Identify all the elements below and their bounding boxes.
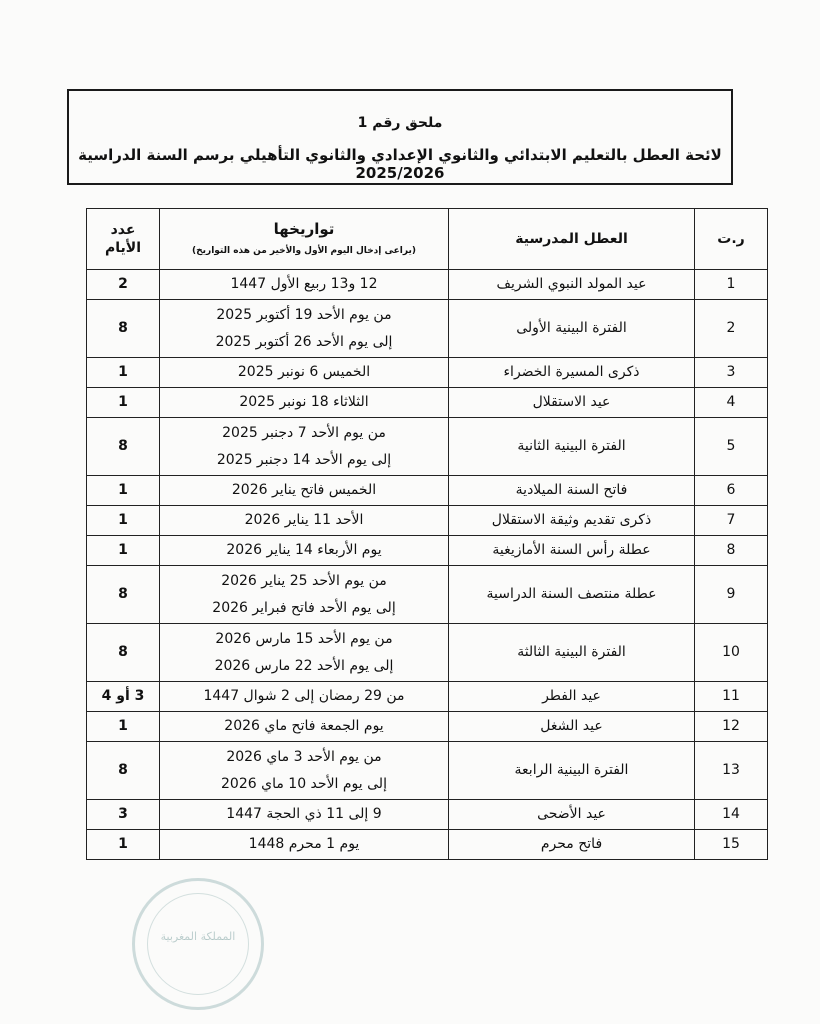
days-count: 8	[87, 300, 160, 358]
column-header-dates	[160, 209, 449, 270]
row-number: 3	[695, 358, 768, 388]
row-number: 7	[695, 506, 768, 536]
holidays-table	[86, 208, 768, 860]
row-number: 5	[695, 418, 768, 476]
holiday-name: فاتح السنة الميلادية	[449, 476, 695, 506]
holiday-dates	[160, 566, 449, 624]
date-line: يوم 1 محرم 1448	[248, 836, 360, 853]
table-body	[87, 270, 768, 860]
date-line: يوم الجمعة فاتح ماي 2026	[224, 718, 384, 735]
days-count: 1	[87, 388, 160, 418]
holiday-dates	[160, 476, 449, 506]
date-line: من يوم الأحد 25 يناير 2026	[221, 572, 387, 589]
holiday-name: الفترة البينية الثالثة	[449, 624, 695, 682]
stamp-text: المملكة المغربية	[160, 930, 236, 943]
days-count: 1	[87, 830, 160, 860]
holiday-dates	[160, 830, 449, 860]
table-header-row	[87, 209, 768, 270]
days-count: 8	[87, 566, 160, 624]
days-count: 8	[87, 624, 160, 682]
holiday-name: فاتح محرم	[449, 830, 695, 860]
days-count: 1	[87, 712, 160, 742]
row-number: 4	[695, 388, 768, 418]
row-number: 1	[695, 270, 768, 300]
document-title-box	[67, 89, 733, 185]
date-line: من يوم الأحد 7 دجنبر 2025	[222, 424, 386, 441]
holiday-name: عيد الشغل	[449, 712, 695, 742]
table-row	[87, 270, 768, 300]
holiday-dates	[160, 300, 449, 358]
date-line: إلى يوم الأحد 26 أكتوبر 2025	[215, 333, 393, 350]
official-stamp	[132, 878, 264, 1010]
row-number: 15	[695, 830, 768, 860]
date-line: الثلاثاء 18 نونبر 2025	[239, 394, 369, 411]
column-header-holiday: العطل المدرسية	[449, 209, 695, 270]
holiday-name: عطلة رأس السنة الأمازيغية	[449, 536, 695, 566]
holiday-name: الفترة البينية الثانية	[449, 418, 695, 476]
holiday-name: الفترة البينية الأولى	[449, 300, 695, 358]
date-line: إلى يوم الأحد فاتح فبراير 2026	[212, 599, 396, 616]
row-number: 9	[695, 566, 768, 624]
days-count: 8	[87, 742, 160, 800]
holiday-name: ذكرى المسيرة الخضراء	[449, 358, 695, 388]
holiday-dates	[160, 506, 449, 536]
row-number: 2	[695, 300, 768, 358]
date-line: إلى يوم الأحد 10 ماي 2026	[221, 775, 387, 792]
date-line: 12 و13 ربيع الأول 1447	[230, 276, 378, 293]
row-number: 8	[695, 536, 768, 566]
days-count: 1	[87, 536, 160, 566]
table-row	[87, 712, 768, 742]
holiday-dates	[160, 536, 449, 566]
date-line: إلى يوم الأحد 22 مارس 2026	[214, 657, 394, 674]
holiday-name: عيد المولد النبوي الشريف	[449, 270, 695, 300]
holiday-name: عيد الفطر	[449, 682, 695, 712]
row-number: 14	[695, 800, 768, 830]
date-line: إلى يوم الأحد 14 دجنبر 2025	[216, 451, 392, 468]
date-line: من 29 رمضان إلى 2 شوال 1447	[203, 688, 405, 705]
holiday-dates	[160, 358, 449, 388]
holiday-name: عيد الأضحى	[449, 800, 695, 830]
table-row	[87, 566, 768, 624]
date-line: من يوم الأحد 3 ماي 2026	[226, 748, 382, 765]
days-count: 1	[87, 506, 160, 536]
days-count: 1	[87, 476, 160, 506]
days-count: 2	[87, 270, 160, 300]
holiday-dates	[160, 742, 449, 800]
table-row	[87, 358, 768, 388]
annex-label: ملحق رقم 1	[357, 115, 443, 131]
date-line: من يوم الأحد 19 أكتوبر 2025	[216, 306, 392, 323]
holiday-dates	[160, 800, 449, 830]
row-number: 11	[695, 682, 768, 712]
holiday-dates	[160, 624, 449, 682]
table-row	[87, 418, 768, 476]
row-number: 6	[695, 476, 768, 506]
document-title: لائحة العطل بالتعليم الابتدائي والثانوي الإعدادي والثانوي التأهيلي برسم السنة الدراسية 2025/2026	[78, 146, 722, 182]
table-row	[87, 800, 768, 830]
holiday-dates	[160, 270, 449, 300]
table-row	[87, 742, 768, 800]
holiday-name: عيد الاستقلال	[449, 388, 695, 418]
table-row	[87, 536, 768, 566]
stamp-inner-ring	[147, 893, 249, 995]
days-count: 3 أو 4	[87, 682, 160, 712]
holiday-name: ذكرى تقديم وثيقة الاستقلال	[449, 506, 695, 536]
date-line: من يوم الأحد 15 مارس 2026	[215, 630, 393, 647]
column-header-dates-label: تواريخها	[273, 220, 335, 239]
column-header-days: عدد الأيام	[87, 209, 160, 270]
date-line: الأحد 11 يناير 2026	[244, 512, 364, 529]
holiday-name: عطلة منتصف السنة الدراسية	[449, 566, 695, 624]
holiday-dates	[160, 388, 449, 418]
row-number: 12	[695, 712, 768, 742]
days-count: 1	[87, 358, 160, 388]
date-line: الخميس فاتح يناير 2026	[231, 482, 377, 499]
column-header-dates-note: (يراعى إدخال اليوم الأول والأخير من هذه التواريخ)	[192, 245, 416, 256]
table-row	[87, 506, 768, 536]
holiday-name: الفترة البينية الرابعة	[449, 742, 695, 800]
date-line: يوم الأربعاء 14 يناير 2026	[226, 542, 382, 559]
holiday-dates	[160, 712, 449, 742]
table-row	[87, 624, 768, 682]
row-number: 10	[695, 624, 768, 682]
holiday-dates	[160, 682, 449, 712]
table-row	[87, 476, 768, 506]
holiday-dates	[160, 418, 449, 476]
column-header-number: ر.ت	[695, 209, 768, 270]
days-count: 3	[87, 800, 160, 830]
table-row	[87, 388, 768, 418]
days-count: 8	[87, 418, 160, 476]
date-line: الخميس 6 نونبر 2025	[237, 364, 371, 381]
table-row	[87, 830, 768, 860]
table-row	[87, 682, 768, 712]
date-line: 9 إلى 11 ذي الحجة 1447	[226, 806, 382, 823]
row-number: 13	[695, 742, 768, 800]
table-row	[87, 300, 768, 358]
